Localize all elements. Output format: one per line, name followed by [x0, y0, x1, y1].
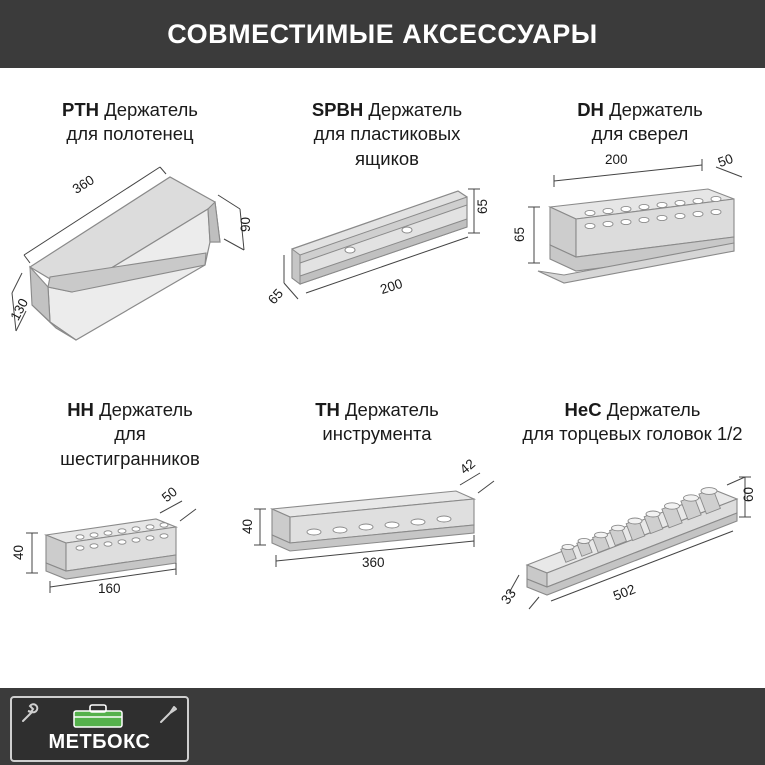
accessory-desc1-dh: для сверел — [591, 123, 689, 145]
screwdriver-icon — [157, 704, 179, 726]
accessory-drawing-dh — [512, 147, 760, 322]
dim-th-360: 360 — [362, 554, 385, 570]
accessory-name-dh: Держатель — [609, 99, 703, 120]
dim-hec-502: 502 — [611, 581, 638, 604]
dim-hh-50: 50 — [158, 484, 181, 506]
accessory-name-pth: Держатель — [104, 99, 198, 120]
accessory-card-th[interactable] — [240, 398, 502, 678]
accessory-drawing-pth — [7, 147, 254, 347]
accessories-grid — [0, 68, 765, 688]
accessory-desc1-th: инструмента — [322, 423, 432, 445]
accessory-caption-spbh — [262, 98, 512, 171]
accessory-name-hec: Держатель — [606, 399, 701, 420]
accessory-caption-pth — [10, 98, 250, 147]
dim-hh-40: 40 — [11, 545, 27, 561]
wrench-icon — [20, 704, 42, 726]
accessory-card-spbh[interactable] — [262, 98, 512, 388]
dim-hec-33: 33 — [498, 585, 519, 607]
logo-inner — [12, 698, 187, 760]
dim-dh-50: 50 — [715, 150, 736, 170]
accessory-code-dh: DH — [577, 99, 604, 120]
dim-hh-160: 160 — [98, 581, 121, 597]
accessory-drawing-hh — [10, 471, 250, 621]
footer-bar — [0, 688, 765, 765]
dim-th-42: 42 — [456, 455, 479, 477]
accessory-desc2-hh: шестигранников — [60, 447, 200, 469]
accessory-desc1-pth: для полотенец — [66, 123, 194, 145]
dim-pth-90: 90 — [238, 216, 254, 232]
accessory-card-dh[interactable] — [512, 98, 760, 388]
header-bar — [0, 0, 765, 68]
accessory-code-hec: HeC — [564, 399, 602, 420]
pth-svg — [10, 147, 250, 347]
dim-pth-130: 130 — [7, 295, 32, 323]
accessory-code-spbh: SPBH — [311, 99, 364, 120]
dim-hec-60: 60 — [741, 486, 757, 502]
accessory-name-hh: Держатель — [99, 399, 193, 420]
accessory-drawing-th — [240, 447, 502, 597]
accessory-code-hh: HH — [67, 399, 94, 420]
accessory-code-pth: PTH — [62, 99, 100, 120]
dh-svg — [520, 147, 760, 322]
accessory-card-pth[interactable] — [7, 98, 254, 388]
accessory-drawing-spbh — [262, 171, 512, 346]
dim-spbh-200: 200 — [378, 276, 405, 298]
dim-spbh-65-h: 65 — [475, 199, 491, 215]
accessory-name-spbh: Держатель — [368, 99, 463, 120]
dim-spbh-65-d: 65 — [264, 286, 287, 308]
dim-dh-200: 200 — [605, 151, 628, 167]
accessory-drawing-hec — [498, 447, 760, 612]
dim-th-40: 40 — [240, 518, 256, 534]
accessory-name-th: Держатель — [345, 399, 439, 420]
accessory-desc1-hh: для — [114, 423, 146, 445]
accessory-code-th: TH — [315, 399, 340, 420]
accessory-desc1-spbh: для пластиковых — [313, 123, 461, 145]
accessory-desc1-hec: для торцевых головок 1/2 — [522, 423, 743, 445]
toolbox-icon — [68, 703, 128, 729]
spbh-svg — [262, 171, 512, 346]
brand-name: МЕТБОКС — [48, 731, 151, 753]
accessory-desc2-spbh: ящиков — [355, 147, 419, 169]
dim-pth-360: 360 — [69, 171, 97, 197]
accessory-caption-hh — [10, 398, 250, 471]
accessory-card-hh[interactable] — [10, 398, 250, 678]
page-title: СОВМЕСТИМЫЕ АКСЕССУАРЫ — [167, 18, 598, 49]
dim-dh-65: 65 — [512, 226, 528, 242]
accessory-caption-hec — [505, 398, 760, 447]
accessory-caption-th — [252, 398, 502, 447]
accessory-caption-dh — [520, 98, 760, 147]
hh-svg — [10, 471, 250, 621]
accessory-card-hec[interactable] — [498, 398, 760, 678]
brand-logo[interactable] — [10, 696, 189, 762]
